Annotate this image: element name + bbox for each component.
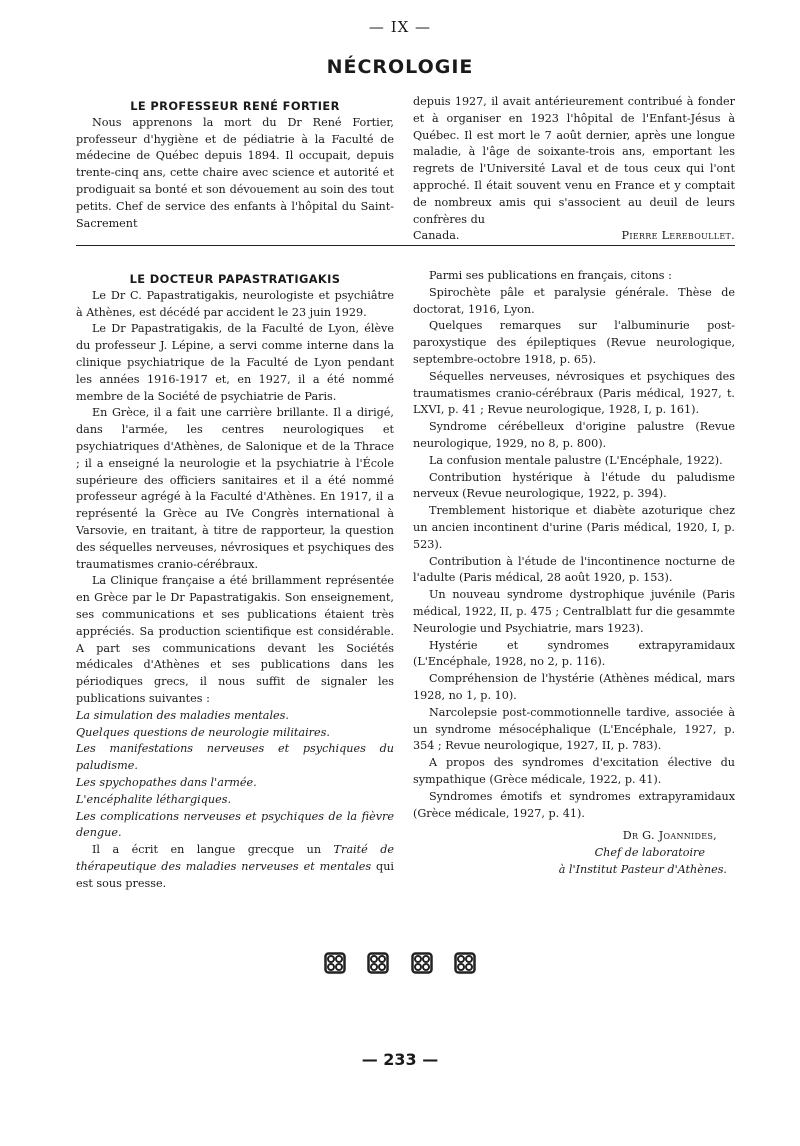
article1-signature-line [413, 228, 735, 245]
french-publication-item: Séquelles nerveuses, névrosiques et psychiques des traumatismes cranio-cérébraux (Paris médical, 1927, t. LXVI, p. 41 ; Revue neurologique, 1928, I, p. 161). [413, 369, 735, 417]
page-roman-numeral: — IX — [368, 18, 432, 36]
article2-signature-affiliation: à l'Institut Pasteur d'Athènes. [558, 862, 727, 876]
ornament-icon [367, 952, 389, 974]
article2-paragraph: Le Dr C. Papastratigakis, neurologiste et psychiâtre à Athènes, est décédé par accident le 23 juin 1929. [76, 288, 394, 319]
french-publication-item: Quelques remarques sur l'albuminurie post-paroxystique des épileptiques (Revue neurologique, septembre-octobre 1918, p. 65). [413, 319, 735, 366]
section-title: NÉCROLOGIE [326, 56, 474, 78]
article1-right-column [413, 94, 735, 245]
greek-publication-item: Les complications nerveuses et psychiques de la fièvre dengue. [76, 809, 394, 840]
french-publication-item: Un nouveau syndrome dystrophique juvénile (Paris médical, 1922, II, p. 475 ; Centralblatt fur die gesammte Neurologie und Psychiatrie, mars 1923). [413, 588, 735, 635]
article1-closing-word: Canada. [413, 229, 460, 243]
ornament-icon [454, 952, 476, 974]
greek-publication-item: Les manifestations nerveuses et psychiques du paludisme. [76, 742, 394, 773]
greek-publications-list [76, 708, 394, 842]
french-publication-item: Narcolepsie post-commotionnelle tardive, associée à un syndrome mésocéphalique (L'Encéphale, 1927, p. 354 ; Revue neurologique, 1927, II, p. 783). [413, 705, 735, 753]
french-publication-item: Syndromes émotifs et syndromes extrapyramidaux (Grèce médicale, 1927, p. 41). [413, 789, 735, 820]
article1-left-column [76, 98, 394, 232]
french-publication-item: Syndrome cérébelleux d'origine palustre (Revue neurologique, 1929, no 8, p. 800). [413, 420, 735, 450]
article1-left-paragraph: Nous apprenons la mort du Dr René Fortier, professeur d'hygiène et de pédiatrie à la Faculté de médecine de Québec depuis 1894. Il occupait, depuis trente-cinq ans, cette chaire avec science et autorité et prodiguait sa bonté et son dévouement au soin des tout petits. Chef de service des enfants à l'hôpital du Saint-Sacrement [76, 115, 394, 230]
greek-publication-item: Quelques questions de neurologie militaires. [76, 725, 330, 739]
treatise-paragraph [76, 842, 394, 892]
french-publication-item: Spirochète pâle et paralysie générale. Thèse de doctorat, 1916, Lyon. [413, 285, 735, 316]
article2-signature-name: Dr G. Joannides, [622, 829, 717, 843]
article-separator-rule [76, 245, 735, 246]
article2-paragraph: En Grèce, il a fait une carrière brillante. Il a dirigé, dans l'armée, les centres neurologiques et psychiatriques d'Athènes, de Salonique et de la Thrace ; il a enseigné la neurologie et la psychiatrie à l'École supérieure des officiers sanitaires et il a été nommé professeur agrégé à la Faculté d'Athènes. En 1917, il a représenté la Grèce au IVe Congrès international à Varsovie, en traitant, à titre de rapporteur, la question des séquelles nerveuses, névrosiques et psychiques des traumatismes cranio-cérébraux. [76, 406, 394, 571]
greek-publication-item: L'encéphalite léthargiques. [76, 792, 232, 806]
article2-paragraph: Le Dr Papastratigakis, de la Faculté de Lyon, élève du professeur J. Lépine, a servi comme interne dans la clinique psychiatrique de la Faculté de Lyon pendant les années 1916-1917 et, en 1927, il a été nommé membre de la Société de psychiatrie de Paris. [76, 322, 394, 403]
greek-publication-item: Les spychopathes dans l'armée. [76, 775, 257, 789]
article2-right-column [413, 268, 735, 879]
article2-heading: LE DOCTEUR PAPASTRATIGAKIS [129, 272, 341, 286]
page-number: — 233 — [361, 1050, 439, 1069]
greek-publication-item: La simulation des maladies mentales. [76, 708, 289, 722]
french-publication-item: La confusion mentale palustre (L'Encéphale, 1922). [429, 453, 723, 467]
article2-signature-title: Chef de laboratoire [594, 846, 705, 860]
article1-right-paragraph: depuis 1927, il avait antérieurement contribué à fonder et à organiser en 1923 l'hôpital de l'Enfant-Jésus à Québec. Il est mort le 7 août dernier, après une longue maladie, à l'âge de soixante-trois ans, emportant les regrets de l'Université Laval et de tous ceux qui l'ont approché. Il était souvent venu en France et y comptait de nombreux amis qui s'associent au deuil de leurs confrères du [413, 95, 735, 226]
french-publication-item: Contribution hystérique à l'étude du paludisme nerveux (Revue neurologique, 1922, p. 394). [413, 470, 735, 501]
article2-paragraph: La Clinique française a été brillamment représentée en Grèce par le Dr Papastratigakis. Son enseignement, ses communications et ses publications étaient très appréciés. Sa production scientifique est considérable. A part ses communications devant les Sociétés médicales d'Athènes et ses publications dans les périodiques grecs, il nous suffit de signaler les publications suivantes : [76, 574, 394, 705]
ornament-icon [324, 952, 346, 974]
french-publication-item: Hystérie et syndromes extrapyramidaux (L'Encéphale, 1928, no 2, p. 116). [413, 638, 735, 669]
ornament-icon [411, 952, 433, 974]
article1-signature: Pierre Lereboullet. [621, 229, 735, 243]
french-publications-intro: Parmi ses publications en français, citons : [429, 269, 672, 282]
treatise-title: Traité de thérapeutique des maladies nerveuses et mentales [76, 843, 395, 873]
article2-left-column [76, 271, 394, 892]
ornament-row [0, 952, 800, 978]
french-publication-item: Tremblement historique et diabète azoturique chez un ancien incontinent d'urine (Paris médical, 1920, I, p. 523). [413, 504, 735, 551]
french-publication-item: Compréhension de l'hystérie (Athènes médical, mars 1928, no 1, p. 10). [413, 672, 735, 702]
article1-heading: LE PROFESSEUR RENÉ FORTIER [130, 99, 340, 113]
french-publication-item: A propos des syndromes d'excitation élective du sympathique (Grèce médicale, 1922, p. 41). [413, 756, 735, 786]
french-publication-item: Contribution à l'étude de l'incontinence nocturne de l'adulte (Paris médical, 28 août 1920, p. 153). [413, 554, 735, 585]
treatise-tail: qui est sous presse. [76, 859, 394, 890]
treatise-lead: Il a écrit en langue grecque un [92, 843, 322, 857]
